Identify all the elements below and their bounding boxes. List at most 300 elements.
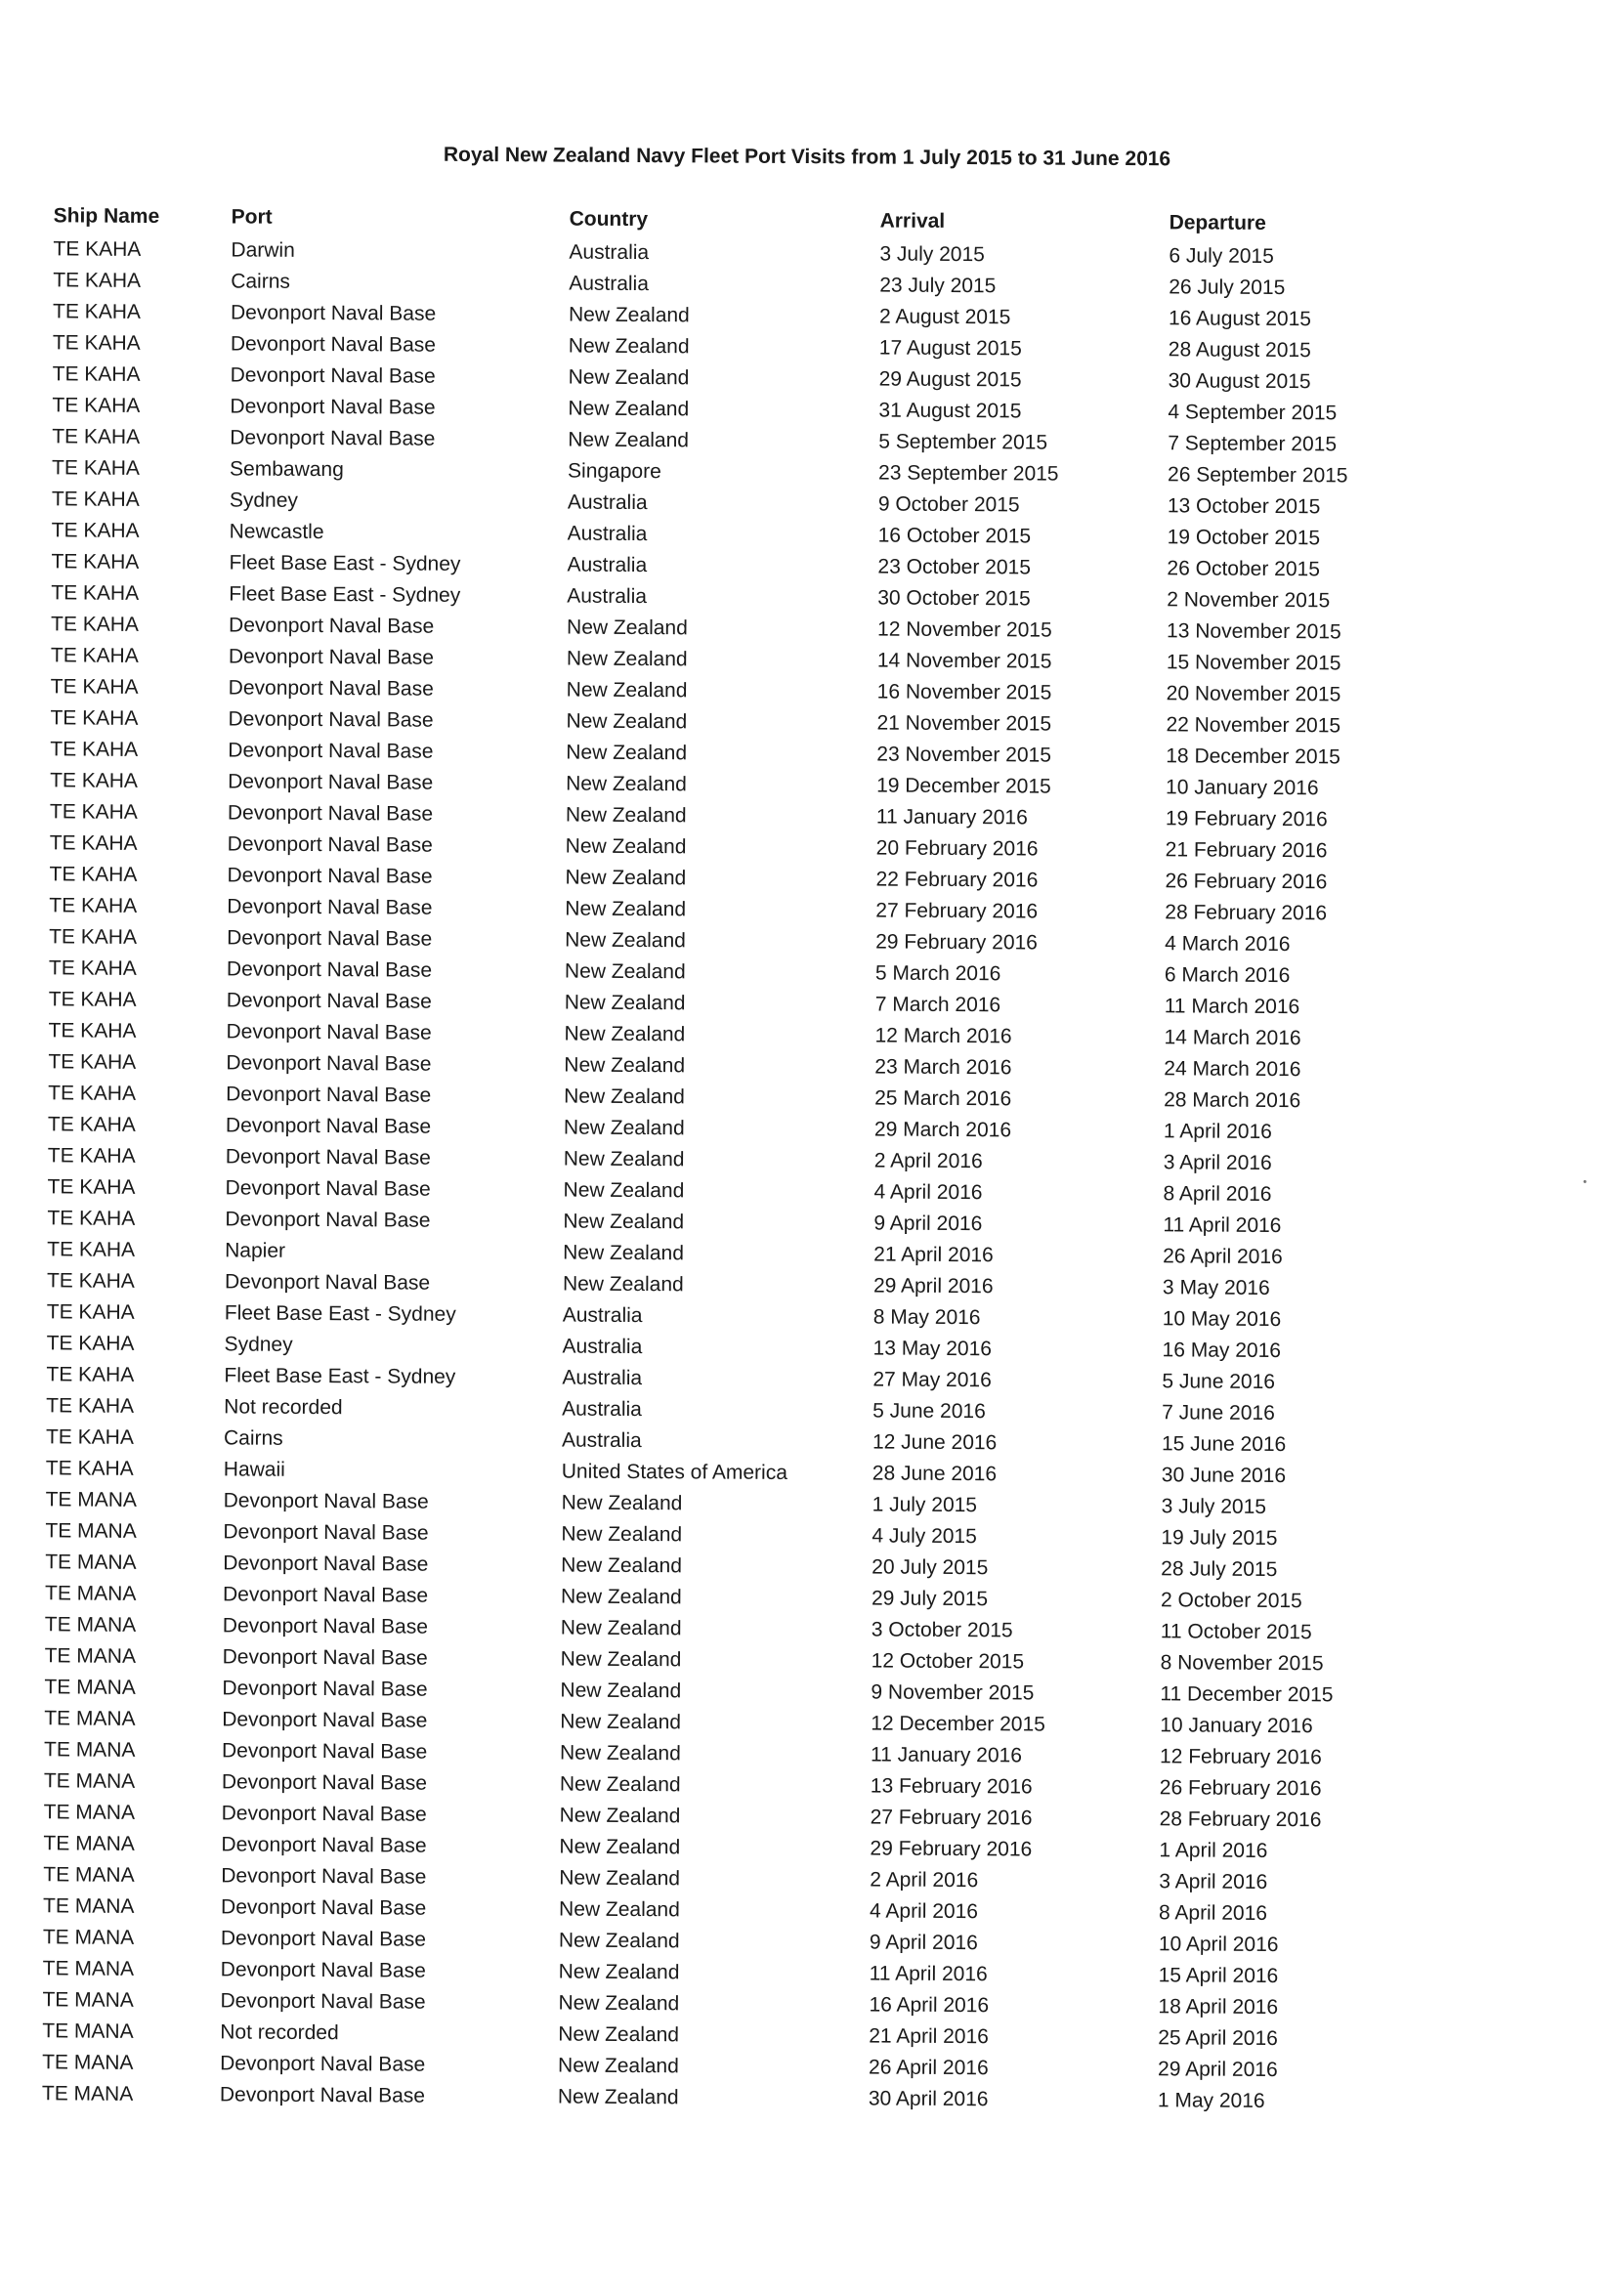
cell-departure: 28 February 2016: [1159, 1807, 1322, 1832]
column-header-arrival: Arrival: [879, 209, 946, 233]
cell-country: New Zealand: [559, 1835, 681, 1859]
cell-country: Australia: [567, 584, 648, 609]
cell-ship-name: TE KAHA: [51, 488, 140, 511]
cell-arrival: 2 April 2016: [873, 1149, 983, 1173]
cell-country: New Zealand: [561, 1491, 683, 1515]
cell-arrival: 1 July 2015: [872, 1493, 978, 1517]
cell-ship-name: TE KAHA: [46, 1300, 135, 1324]
cell-port: Devonport Naval Base: [225, 1208, 431, 1232]
cell-country: New Zealand: [559, 1897, 680, 1922]
cell-country: New Zealand: [566, 647, 688, 671]
cell-ship-name: TE KAHA: [50, 644, 139, 667]
cell-country: New Zealand: [568, 365, 690, 390]
cell-ship-name: TE KAHA: [53, 237, 142, 261]
cell-departure: 26 February 2016: [1159, 1776, 1322, 1801]
cell-port: Devonport Naval Base: [221, 1770, 428, 1795]
cell-departure: 7 June 2016: [1162, 1401, 1275, 1424]
cell-departure: 20 November 2015: [1166, 682, 1341, 706]
cell-ship-name: TE MANA: [44, 1707, 136, 1730]
cell-ship-name: TE KAHA: [52, 300, 141, 323]
column-header-ship-name: Ship Name: [53, 204, 160, 229]
cell-departure: 4 March 2016: [1165, 932, 1291, 957]
cell-ship-name: TE KAHA: [46, 1394, 135, 1418]
cell-port: Fleet Base East - Sydney: [224, 1301, 456, 1326]
cell-country: New Zealand: [557, 2085, 679, 2109]
cell-country: Australia: [562, 1303, 643, 1328]
cell-port: Devonport Naval Base: [223, 1552, 429, 1576]
cell-departure: 26 September 2015: [1167, 463, 1348, 488]
cell-arrival: 4 April 2016: [869, 1899, 979, 1924]
cell-port: Devonport Naval Base: [222, 1708, 428, 1732]
cell-country: Australia: [567, 522, 648, 546]
cell-port: Devonport Naval Base: [230, 301, 437, 325]
cell-ship-name: TE KAHA: [52, 362, 141, 386]
cell-ship-name: TE KAHA: [50, 706, 139, 730]
cell-ship-name: TE KAHA: [50, 769, 139, 792]
cell-departure: 10 April 2016: [1158, 1933, 1279, 1957]
cell-arrival: 23 October 2015: [877, 555, 1031, 579]
cell-country: Australia: [561, 1428, 642, 1453]
scan-speck: [1584, 1180, 1587, 1183]
cell-ship-name: TE KAHA: [49, 894, 138, 917]
cell-arrival: 23 July 2015: [879, 274, 997, 298]
cell-country: Australia: [562, 1366, 643, 1390]
column-header-port: Port: [231, 205, 273, 229]
cell-port: Devonport Naval Base: [230, 332, 437, 357]
cell-country: New Zealand: [564, 959, 686, 984]
cell-departure: 15 November 2015: [1166, 651, 1341, 675]
cell-ship-name: TE MANA: [45, 1551, 137, 1574]
cell-arrival: 21 April 2016: [869, 2024, 989, 2049]
cell-country: New Zealand: [566, 772, 687, 796]
cell-country: New Zealand: [563, 1210, 685, 1234]
cell-country: New Zealand: [568, 334, 690, 359]
cell-country: New Zealand: [565, 928, 686, 953]
cell-country: New Zealand: [560, 1616, 682, 1640]
cell-ship-name: TE KAHA: [46, 1269, 135, 1293]
cell-departure: 3 April 2016: [1159, 1870, 1268, 1893]
cell-departure: 26 April 2016: [1163, 1245, 1283, 1269]
cell-ship-name: TE KAHA: [50, 675, 139, 699]
cell-ship-name: TE MANA: [44, 1644, 137, 1668]
cell-ship-name: TE MANA: [43, 1801, 136, 1824]
cell-ship-name: TE MANA: [42, 1926, 135, 1949]
cell-departure: 5 June 2016: [1162, 1370, 1276, 1393]
cell-ship-name: TE KAHA: [49, 831, 138, 855]
cell-port: Devonport Naval Base: [227, 926, 433, 951]
cell-arrival: 9 October 2015: [877, 492, 1020, 517]
cell-port: Cairns: [231, 270, 291, 293]
cell-port: Devonport Naval Base: [226, 957, 433, 982]
cell-departure: 26 October 2015: [1167, 557, 1320, 581]
cell-ship-name: TE KAHA: [52, 331, 141, 355]
cell-port: Devonport Naval Base: [226, 989, 432, 1013]
cell-arrival: 23 November 2015: [876, 743, 1051, 767]
cell-port: Devonport Naval Base: [226, 1083, 432, 1107]
cell-port: Newcastle: [229, 520, 324, 544]
cell-port: Devonport Naval Base: [225, 1114, 432, 1138]
cell-country: New Zealand: [563, 1147, 685, 1171]
cell-arrival: 12 November 2015: [877, 617, 1052, 642]
cell-country: New Zealand: [560, 1647, 682, 1672]
cell-departure: 11 March 2016: [1164, 995, 1300, 1019]
cell-departure: 10 January 2016: [1166, 776, 1319, 800]
cell-port: Devonport Naval Base: [220, 1958, 426, 1982]
cell-ship-name: TE KAHA: [47, 1175, 136, 1199]
cell-port: Darwin: [231, 238, 295, 262]
cell-departure: 7 September 2015: [1168, 432, 1338, 456]
cell-ship-name: TE MANA: [43, 1769, 136, 1793]
cell-arrival: 27 February 2016: [870, 1806, 1033, 1830]
cell-departure: 15 June 2016: [1161, 1432, 1287, 1457]
cell-ship-name: TE KAHA: [49, 800, 138, 824]
cell-ship-name: TE KAHA: [50, 738, 139, 761]
cell-arrival: 9 April 2016: [869, 1931, 978, 1955]
cell-port: Devonport Naval Base: [221, 1833, 427, 1857]
cell-port: Hawaii: [223, 1458, 285, 1481]
cell-country: New Zealand: [559, 1866, 681, 1891]
cell-port: Devonport Naval Base: [222, 1583, 429, 1607]
cell-arrival: 9 November 2015: [871, 1680, 1035, 1705]
cell-departure: 18 December 2015: [1166, 744, 1340, 769]
cell-country: New Zealand: [568, 428, 690, 452]
cell-arrival: 16 November 2015: [876, 680, 1052, 704]
cell-country: New Zealand: [559, 1772, 681, 1797]
cell-departure: 14 March 2016: [1164, 1026, 1301, 1050]
cell-arrival: 9 April 2016: [873, 1212, 983, 1236]
cell-ship-name: TE KAHA: [51, 581, 140, 605]
cell-arrival: 22 February 2016: [875, 868, 1039, 892]
cell-departure: 25 April 2016: [1158, 2026, 1278, 2051]
cell-country: New Zealand: [564, 1022, 686, 1046]
cell-arrival: 3 October 2015: [871, 1618, 1013, 1642]
cell-arrival: 2 April 2016: [870, 1868, 979, 1892]
cell-departure: 26 February 2016: [1165, 870, 1328, 894]
cell-ship-name: TE MANA: [41, 2082, 134, 2105]
cell-arrival: 21 April 2016: [873, 1243, 994, 1267]
cell-arrival: 29 February 2016: [870, 1837, 1033, 1861]
cell-port: Sydney: [229, 489, 298, 512]
cell-arrival: 4 April 2016: [873, 1180, 983, 1205]
cell-port: Devonport Naval Base: [221, 1802, 427, 1826]
cell-arrival: 12 December 2015: [871, 1712, 1045, 1736]
cell-arrival: 12 March 2016: [874, 1024, 1012, 1048]
cell-country: New Zealand: [568, 303, 690, 327]
cell-arrival: 14 November 2015: [876, 649, 1052, 673]
cell-ship-name: TE KAHA: [49, 863, 138, 886]
cell-country: New Zealand: [559, 1804, 681, 1828]
cell-ship-name: TE KAHA: [53, 269, 142, 292]
cell-country: New Zealand: [560, 1679, 682, 1703]
cell-port: Not recorded: [220, 2020, 339, 2045]
cell-port: Sembawang: [230, 457, 344, 482]
cell-ship-name: TE MANA: [45, 1519, 137, 1543]
cell-country: New Zealand: [558, 2054, 679, 2078]
cell-arrival: 29 February 2016: [875, 930, 1038, 955]
cell-arrival: 11 January 2016: [870, 1743, 1023, 1767]
cell-arrival: 5 March 2016: [874, 961, 1001, 986]
cell-arrival: 12 October 2015: [871, 1649, 1025, 1674]
cell-port: Devonport Naval Base: [228, 645, 435, 669]
cell-arrival: 29 March 2016: [873, 1118, 1012, 1142]
cell-ship-name: TE MANA: [44, 1613, 137, 1637]
page-title: Royal New Zealand Navy Fleet Port Visits from 1 July 2015 to 31 June 2016: [443, 143, 1171, 171]
cell-country: New Zealand: [559, 1741, 681, 1765]
cell-arrival: 11 January 2016: [875, 805, 1028, 829]
cell-departure: 24 March 2016: [1164, 1057, 1301, 1082]
cell-port: Devonport Naval Base: [227, 801, 434, 826]
cell-ship-name: TE KAHA: [47, 1113, 136, 1136]
cell-departure: 19 July 2015: [1161, 1526, 1278, 1551]
cell-port: Devonport Naval Base: [222, 1645, 428, 1670]
cell-departure: 1 May 2016: [1157, 2089, 1265, 2112]
cell-departure: 22 November 2015: [1166, 713, 1341, 738]
cell-ship-name: TE KAHA: [48, 1050, 137, 1074]
cell-country: New Zealand: [564, 1084, 685, 1109]
column-header-departure: Departure: [1169, 211, 1266, 234]
cell-ship-name: TE KAHA: [51, 550, 140, 574]
cell-country: New Zealand: [565, 866, 687, 890]
cell-port: Sydney: [224, 1333, 293, 1356]
cell-departure: 19 October 2015: [1167, 526, 1321, 550]
cell-country: New Zealand: [565, 803, 687, 828]
cell-arrival: 12 June 2016: [872, 1430, 998, 1455]
cell-departure: 1 April 2016: [1159, 1839, 1268, 1862]
cell-departure: 8 April 2016: [1158, 1901, 1268, 1925]
cell-departure: 2 October 2015: [1160, 1589, 1302, 1613]
cell-ship-name: TE KAHA: [48, 1019, 137, 1042]
cell-departure: 19 February 2016: [1165, 807, 1328, 831]
cell-port: Devonport Naval Base: [220, 1989, 426, 2014]
cell-ship-name: TE MANA: [43, 1863, 135, 1887]
cell-ship-name: TE MANA: [44, 1582, 137, 1605]
cell-departure: 28 July 2015: [1161, 1557, 1278, 1582]
cell-departure: 15 April 2016: [1158, 1964, 1279, 1988]
cell-arrival: 30 October 2015: [877, 586, 1031, 611]
cell-arrival: 11 April 2016: [869, 1962, 988, 1986]
cell-ship-name: TE MANA: [43, 1894, 135, 1918]
cell-departure: 29 April 2016: [1158, 2058, 1278, 2082]
cell-port: Devonport Naval Base: [227, 832, 433, 857]
cell-country: Australia: [567, 553, 648, 577]
cell-port: Devonport Naval Base: [229, 614, 435, 638]
cell-country: New Zealand: [563, 1116, 685, 1140]
cell-ship-name: TE KAHA: [46, 1363, 135, 1386]
cell-arrival: 21 November 2015: [876, 711, 1052, 736]
cell-arrival: 16 April 2016: [869, 1993, 990, 2018]
cell-country: New Zealand: [562, 1272, 684, 1297]
cell-port: Devonport Naval Base: [230, 395, 436, 419]
cell-departure: 16 August 2015: [1168, 307, 1312, 331]
cell-country: New Zealand: [564, 991, 686, 1015]
cell-ship-name: TE KAHA: [52, 425, 141, 448]
cell-arrival: 2 August 2015: [878, 305, 1011, 329]
cell-port: Devonport Naval Base: [228, 770, 434, 794]
cell-arrival: 4 July 2015: [872, 1524, 977, 1549]
cell-ship-name: TE MANA: [42, 2051, 134, 2074]
cell-arrival: 20 February 2016: [875, 836, 1039, 861]
cell-port: Devonport Naval Base: [225, 1145, 431, 1169]
cell-arrival: 29 August 2015: [878, 367, 1022, 392]
cell-arrival: 19 December 2015: [876, 774, 1051, 798]
cell-port: Fleet Base East - Sydney: [224, 1364, 456, 1388]
cell-ship-name: TE KAHA: [52, 394, 141, 417]
cell-arrival: 27 February 2016: [875, 899, 1039, 923]
cell-departure: 3 July 2015: [1161, 1495, 1267, 1518]
cell-port: Devonport Naval Base: [230, 363, 436, 388]
cell-port: Napier: [225, 1239, 286, 1262]
cell-arrival: 25 March 2016: [874, 1086, 1012, 1111]
cell-ship-name: TE KAHA: [47, 1144, 136, 1168]
cell-country: New Zealand: [558, 2022, 680, 2047]
cell-arrival: 29 July 2015: [871, 1587, 989, 1611]
cell-country: New Zealand: [566, 709, 688, 734]
cell-arrival: 20 July 2015: [872, 1555, 989, 1580]
cell-port: Devonport Naval Base: [220, 2052, 426, 2076]
cell-port: Devonport Naval Base: [222, 1677, 428, 1701]
cell-country: New Zealand: [558, 1991, 680, 2016]
cell-ship-name: TE KAHA: [47, 1238, 136, 1261]
cell-country: New Zealand: [558, 1960, 680, 1984]
cell-country: New Zealand: [560, 1585, 682, 1609]
cell-port: Fleet Base East - Sydney: [229, 582, 461, 607]
cell-departure: 8 November 2015: [1160, 1651, 1324, 1676]
cell-country: New Zealand: [563, 1241, 684, 1265]
cell-departure: 26 July 2015: [1169, 276, 1286, 300]
cell-arrival: 30 April 2016: [868, 2087, 989, 2111]
cell-arrival: 31 August 2015: [878, 399, 1022, 423]
cell-ship-name: TE MANA: [42, 1988, 134, 2012]
cell-ship-name: TE KAHA: [51, 519, 140, 542]
cell-arrival: 5 September 2015: [878, 430, 1048, 454]
cell-ship-name: TE MANA: [42, 1957, 135, 1980]
cell-ship-name: TE KAHA: [46, 1332, 135, 1355]
cell-country: Singapore: [567, 459, 661, 484]
cell-ship-name: TE MANA: [45, 1488, 138, 1511]
cell-ship-name: TE KAHA: [45, 1457, 134, 1480]
cell-port: Devonport Naval Base: [228, 739, 434, 763]
cell-country: New Zealand: [566, 741, 688, 765]
cell-port: Devonport Naval Base: [223, 1489, 429, 1513]
cell-port: Cairns: [223, 1426, 283, 1450]
cell-arrival: 26 April 2016: [869, 2056, 989, 2080]
cell-arrival: 16 October 2015: [877, 524, 1032, 548]
cell-departure: 1 April 2016: [1163, 1120, 1272, 1143]
cell-port: Fleet Base East - Sydney: [229, 551, 461, 575]
cell-country: New Zealand: [564, 1053, 686, 1078]
cell-ship-name: TE MANA: [43, 1738, 136, 1762]
cell-departure: 28 March 2016: [1164, 1088, 1301, 1113]
cell-departure: 30 August 2015: [1168, 369, 1311, 394]
cell-country: New Zealand: [558, 1929, 680, 1953]
cell-ship-name: TE MANA: [42, 2020, 134, 2043]
cell-country: United States of America: [561, 1460, 788, 1484]
cell-port: Devonport Naval Base: [219, 2083, 426, 2107]
cell-arrival: 8 May 2016: [872, 1305, 981, 1330]
cell-departure: 13 November 2015: [1167, 619, 1341, 644]
cell-country: New Zealand: [565, 834, 687, 859]
cell-arrival: 13 February 2016: [870, 1774, 1033, 1799]
cell-departure: 13 October 2015: [1167, 494, 1321, 519]
cell-ship-name: TE MANA: [43, 1832, 135, 1855]
cell-country: Australia: [569, 240, 650, 265]
cell-ship-name: TE KAHA: [49, 925, 138, 949]
cell-departure: 10 May 2016: [1162, 1307, 1282, 1332]
cell-arrival: 23 September 2015: [877, 461, 1059, 486]
cell-ship-name: TE KAHA: [48, 1082, 137, 1105]
cell-departure: 11 October 2015: [1160, 1620, 1312, 1644]
cell-ship-name: TE MANA: [44, 1676, 136, 1699]
cell-departure: 2 November 2015: [1167, 588, 1331, 613]
cell-country: New Zealand: [566, 678, 688, 702]
cell-departure: 21 February 2016: [1165, 838, 1328, 863]
cell-port: Devonport Naval Base: [223, 1520, 429, 1545]
cell-country: New Zealand: [563, 1178, 685, 1203]
cell-port: Devonport Naval Base: [228, 676, 434, 701]
cell-country: Australia: [562, 1397, 642, 1422]
cell-port: Devonport Naval Base: [226, 1051, 432, 1076]
cell-departure: 6 March 2016: [1164, 963, 1291, 988]
cell-port: Devonport Naval Base: [230, 426, 436, 450]
cell-ship-name: TE KAHA: [47, 1207, 136, 1230]
cell-arrival: 5 June 2016: [872, 1399, 986, 1424]
cell-country: Australia: [562, 1335, 643, 1359]
cell-country: New Zealand: [568, 397, 690, 421]
cell-port: Devonport Naval Base: [222, 1614, 429, 1638]
cell-arrival: 13 May 2016: [872, 1337, 993, 1361]
cell-departure: 6 July 2015: [1169, 244, 1274, 268]
cell-departure: 3 May 2016: [1162, 1276, 1270, 1299]
cell-departure: 10 January 2016: [1160, 1714, 1313, 1738]
cell-country: Australia: [567, 490, 648, 515]
cell-port: Devonport Naval Base: [226, 1020, 432, 1044]
cell-ship-name: TE KAHA: [52, 456, 141, 480]
cell-port: Devonport Naval Base: [220, 1927, 427, 1951]
cell-country: New Zealand: [561, 1522, 683, 1547]
cell-port: Devonport Naval Base: [221, 1864, 427, 1889]
cell-port: Devonport Naval Base: [227, 864, 433, 888]
cell-departure: 30 June 2016: [1161, 1464, 1287, 1488]
cell-country: New Zealand: [561, 1553, 683, 1578]
cell-port: Devonport Naval Base: [228, 707, 434, 732]
cell-arrival: 29 April 2016: [872, 1274, 994, 1298]
cell-port: Devonport Naval Base: [225, 1176, 431, 1201]
cell-departure: 28 February 2016: [1165, 901, 1328, 925]
cell-arrival: 17 August 2015: [878, 336, 1022, 361]
cell-country: New Zealand: [560, 1710, 682, 1734]
cell-port: Not recorded: [224, 1395, 343, 1420]
cell-departure: 8 April 2016: [1163, 1182, 1272, 1206]
cell-port: Devonport Naval Base: [227, 895, 433, 919]
cell-departure: 11 December 2015: [1160, 1682, 1334, 1707]
cell-departure: 16 May 2016: [1162, 1339, 1282, 1363]
cell-ship-name: TE KAHA: [45, 1425, 134, 1449]
cell-port: Devonport Naval Base: [224, 1270, 431, 1295]
cell-departure: 28 August 2015: [1168, 338, 1311, 362]
cell-arrival: 27 May 2016: [872, 1368, 992, 1392]
cell-country: New Zealand: [565, 897, 687, 921]
cell-departure: 12 February 2016: [1159, 1745, 1322, 1769]
cell-arrival: 23 March 2016: [874, 1055, 1012, 1080]
cell-departure: 4 September 2015: [1168, 401, 1338, 425]
cell-ship-name: TE KAHA: [48, 988, 137, 1011]
cell-arrival: 7 March 2016: [874, 993, 1001, 1017]
cell-port: Devonport Naval Base: [221, 1739, 428, 1764]
cell-departure: 18 April 2016: [1158, 1995, 1279, 2020]
cell-country: New Zealand: [567, 616, 688, 640]
cell-port: Devonport Naval Base: [221, 1895, 427, 1920]
cell-country: Australia: [569, 272, 650, 296]
